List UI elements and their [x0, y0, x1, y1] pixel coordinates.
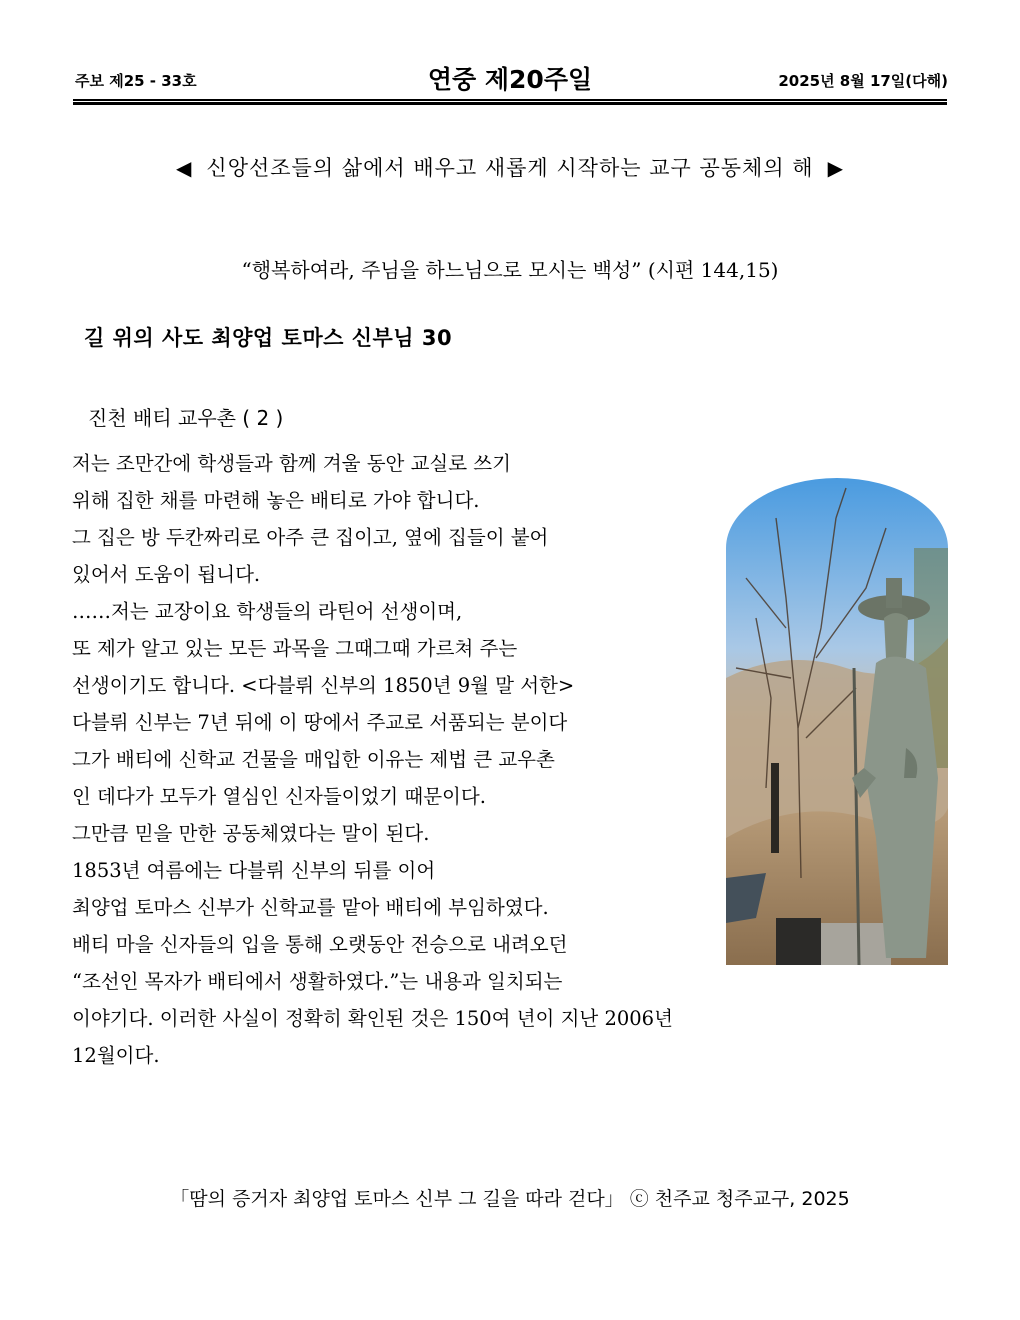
body-line: 12월이다.: [72, 1044, 160, 1067]
body-line: 다블뤼 신부는 7년 뒤에 이 땅에서 주교로 서품되는 분이다: [72, 711, 568, 734]
body-line: 그가 배티에 신학교 건물을 매입한 이유는 제법 큰 교우촌: [72, 748, 555, 771]
body-line: 저는 조만간에 학생들과 함께 겨울 동안 교실로 쓰기: [72, 452, 511, 475]
triangle-right-icon: ▶: [827, 156, 844, 180]
body-line: 그만큼 믿을 만한 공동체였다는 말이 된다.: [72, 822, 430, 845]
banner-text: 신앙선조들의 삶에서 배우고 새롭게 시작하는 교구 공동체의 해: [206, 156, 814, 180]
body-line: 선생이기도 합니다. <다블뤼 신부의 1850년 9월 말 서한>: [72, 674, 575, 697]
body-line: 인 데다가 모두가 열심인 신자들이었기 때문이다.: [72, 785, 486, 808]
article-body: [72, 445, 832, 1074]
body-line: 이야기다. 이러한 사실이 정확히 확인된 것은 150여 년이 지난 2006년: [72, 1007, 673, 1030]
body-line: ……저는 교장이요 학생들의 라틴어 선생이며,: [72, 600, 463, 623]
body-line: 있어서 도움이 됩니다.: [72, 563, 261, 586]
article-title: 길 위의 사도 최양업 토마스 신부님 30: [84, 326, 453, 350]
page-title: 연중 제20주일: [427, 65, 593, 94]
body-line: 위해 집한 채를 마련해 놓은 배티로 가야 합니다.: [72, 489, 480, 512]
issue-date: 2025년 8월 17일(다해): [778, 72, 948, 90]
statue-photo: [726, 478, 948, 965]
body-line: 그 집은 방 두칸짜리로 아주 큰 집이고, 옆에 집들이 붙어: [72, 526, 549, 549]
body-line: “조선인 목자가 배티에서 생활하였다.”는 내용과 일치되는: [72, 970, 563, 993]
theme-banner: [0, 152, 1020, 182]
statue-image: [726, 478, 948, 965]
footer-credit: 「땀의 증거자 최양업 토마스 신부 그 길을 따라 걷다」 ⓒ 천주교 청주교구, 2025: [170, 1188, 850, 1210]
body-line: 배티 마을 신자들의 입을 통해 오랫동안 전승으로 내려오던: [72, 933, 568, 956]
article-subtitle: 진천 배티 교우촌 ( 2 ): [88, 406, 284, 430]
issue-number: 주보 제25 - 33호: [75, 72, 197, 90]
body-line: 최양업 토마스 신부가 신학교를 맡아 배티에 부임하였다.: [72, 896, 549, 919]
body-line: 1853년 여름에는 다블뤼 신부의 뒤를 이어: [72, 859, 436, 882]
body-line: 또 제가 알고 있는 모든 과목을 그때그때 가르쳐 주는: [72, 637, 518, 660]
header-rule-thin: [73, 99, 947, 101]
header-rule-thick: [73, 102, 947, 105]
triangle-left-icon: ◀: [176, 156, 193, 180]
scripture-quote: “행복하여라, 주님을 하느님으로 모시는 백성” (시편 144,15): [241, 258, 779, 282]
